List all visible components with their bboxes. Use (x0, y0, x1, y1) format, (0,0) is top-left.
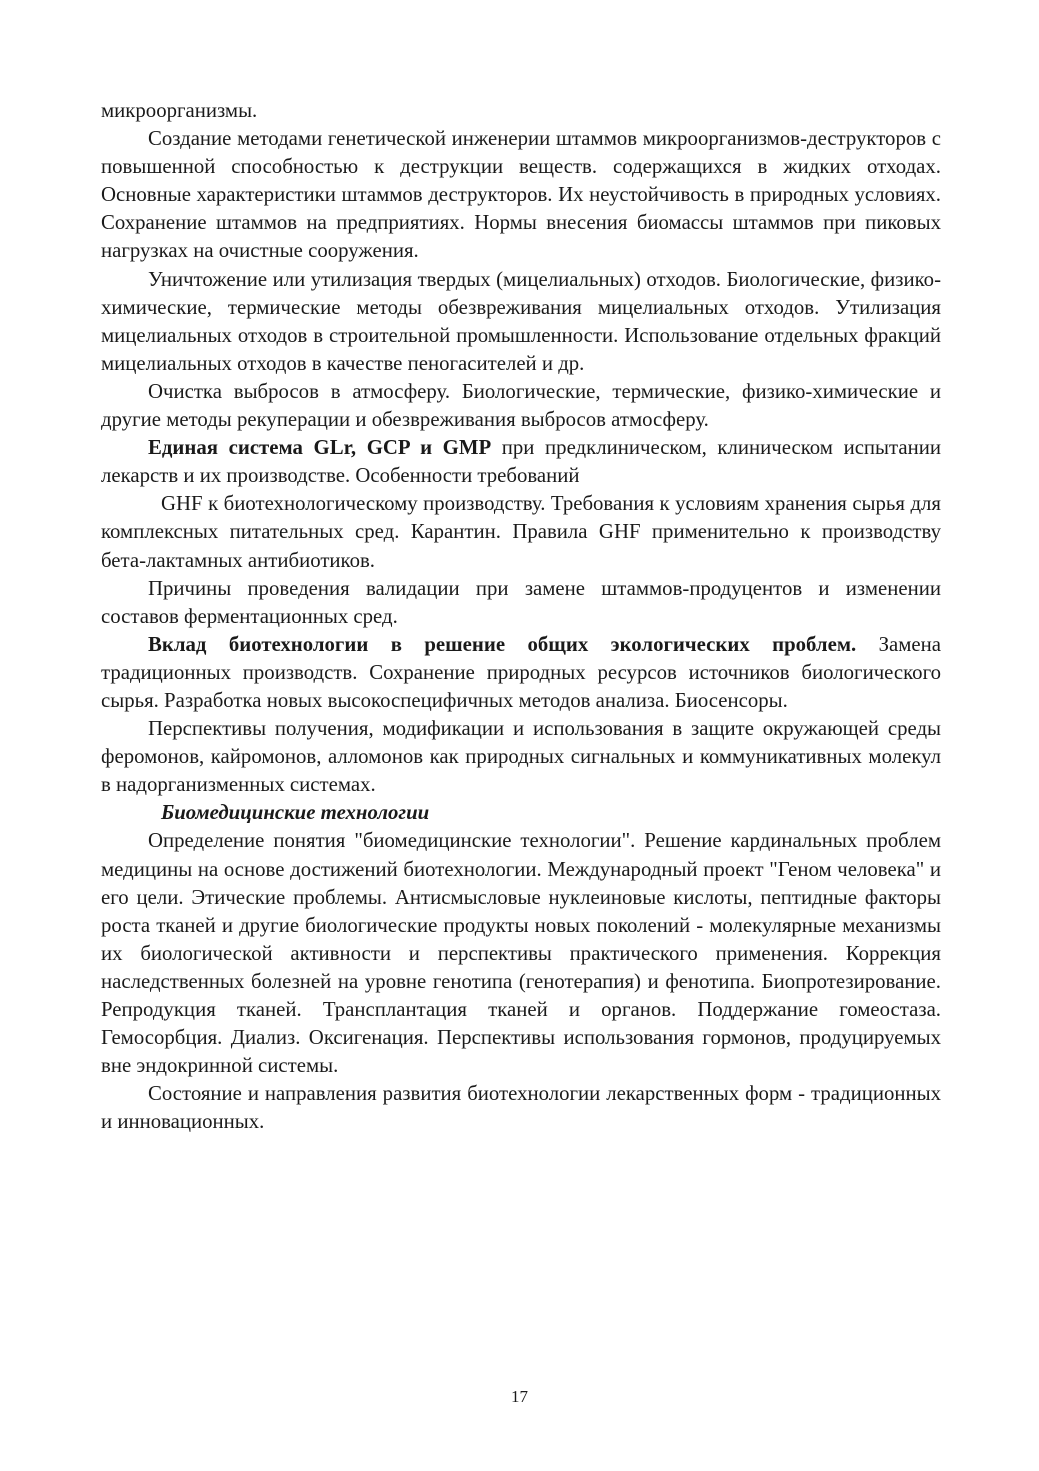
paragraph-ecology (101, 631, 941, 715)
paragraph-ecology-heading: Вклад биотехнологии в решение общих экологических проблем. (148, 632, 857, 656)
paragraph-emissions: Очистка выбросов в атмосферу. Биологические, термические, физико-химические и другие методы рекуперации и обезвреживания выбросов атмосферу. (101, 379, 941, 432)
paragraph-destructor-strains: Создание методами генетической инженерии штаммов микроорганизмов-деструкторов с повышенной способностью к деструкции веществ. содержащихся в жидких отходах. Основные характеристики штаммов деструкторов. Их неустойчивость в природных условиях. Сохранение штаммов на предприятиях. Нормы внесения биомассы штаммов при пиковых нагрузках на очистные сооружения. (101, 127, 941, 263)
paragraph-biomedical-technologies: Определение понятия "биомедицинские технологии". Решение кардинальных проблем медицины на основе достижений биотехнологии. Международный проект "Геном человека" и его цели. Этические проблемы. Антисмысловые нуклеиновые кислоты, пептидные факторы роста тканей и другие биологические продукты новых поколений - молекулярные механизмы их биологической активности и перспективы практического применения. Коррекция наследственных болезней на уровне генотипа (генотерапия) и фенотипа. Биопротезирование. Репродукция тканей. Трансплантация тканей и органов. Поддержание гомеостаза. Гемосорбция. Диализ. Оксигенация. Перспективы использования гормонов, продуцируемых вне эндокринной системы. (101, 829, 941, 1078)
paragraph-pheromones: Перспективы получения, модификации и использования в защите окружающей среды феромонов, кайромонов, алломонов как природных сигнальных и коммуникативных молекул в надорганизменных системах. (101, 717, 941, 797)
paragraph-continuation: микроорганизмы. (101, 99, 258, 122)
paragraph-glp-gcp-gmp (101, 434, 941, 490)
paragraph-validation: Причины проведения валидации при замене штаммов-продуцентов и изменении составов ферментационных сред. (101, 576, 941, 628)
paragraph-glp-gcp-gmp-heading: Единая система GLr, GCP и GMP (148, 436, 492, 460)
paragraph-glp-gcp-gmp-text: при предклиническом, клиническом испытании лекарств и их производстве. Особенности требований (101, 436, 941, 488)
paragraph-ecology-text: Замена традиционных производств. Сохранение природных ресурсов источников биологического сырья. Разработка новых высокоспецифичных методов анализа. Биосенсоры. (101, 632, 941, 712)
page-number: 17 (511, 1387, 528, 1406)
section-subheading: Биомедицинские технологии (161, 801, 430, 825)
document-page (101, 97, 941, 1136)
paragraph-drug-forms: Состояние и направления развития биотехнологии лекарственных форм - традиционных и инновационных. (101, 1082, 941, 1134)
paragraph-ghf-requirements: GHF к биотехнологическому производству. Требования к условиям хранения сырья для комплексных питательных сред. Карантин. Правила GHF применительно к производству бета-лактамных антибиотиков. (101, 492, 941, 572)
paragraph-solid-waste: Уничтожение или утилизация твердых (мицелиальных) отходов. Биологические, физико-химические, термические методы обезвреживания мицелиальных отходов. Утилизация мицелиальных отходов в строительной промышленности. Использование отдельных фракций мицелиальных отходов в качестве пеногасителей и др. (101, 267, 941, 375)
